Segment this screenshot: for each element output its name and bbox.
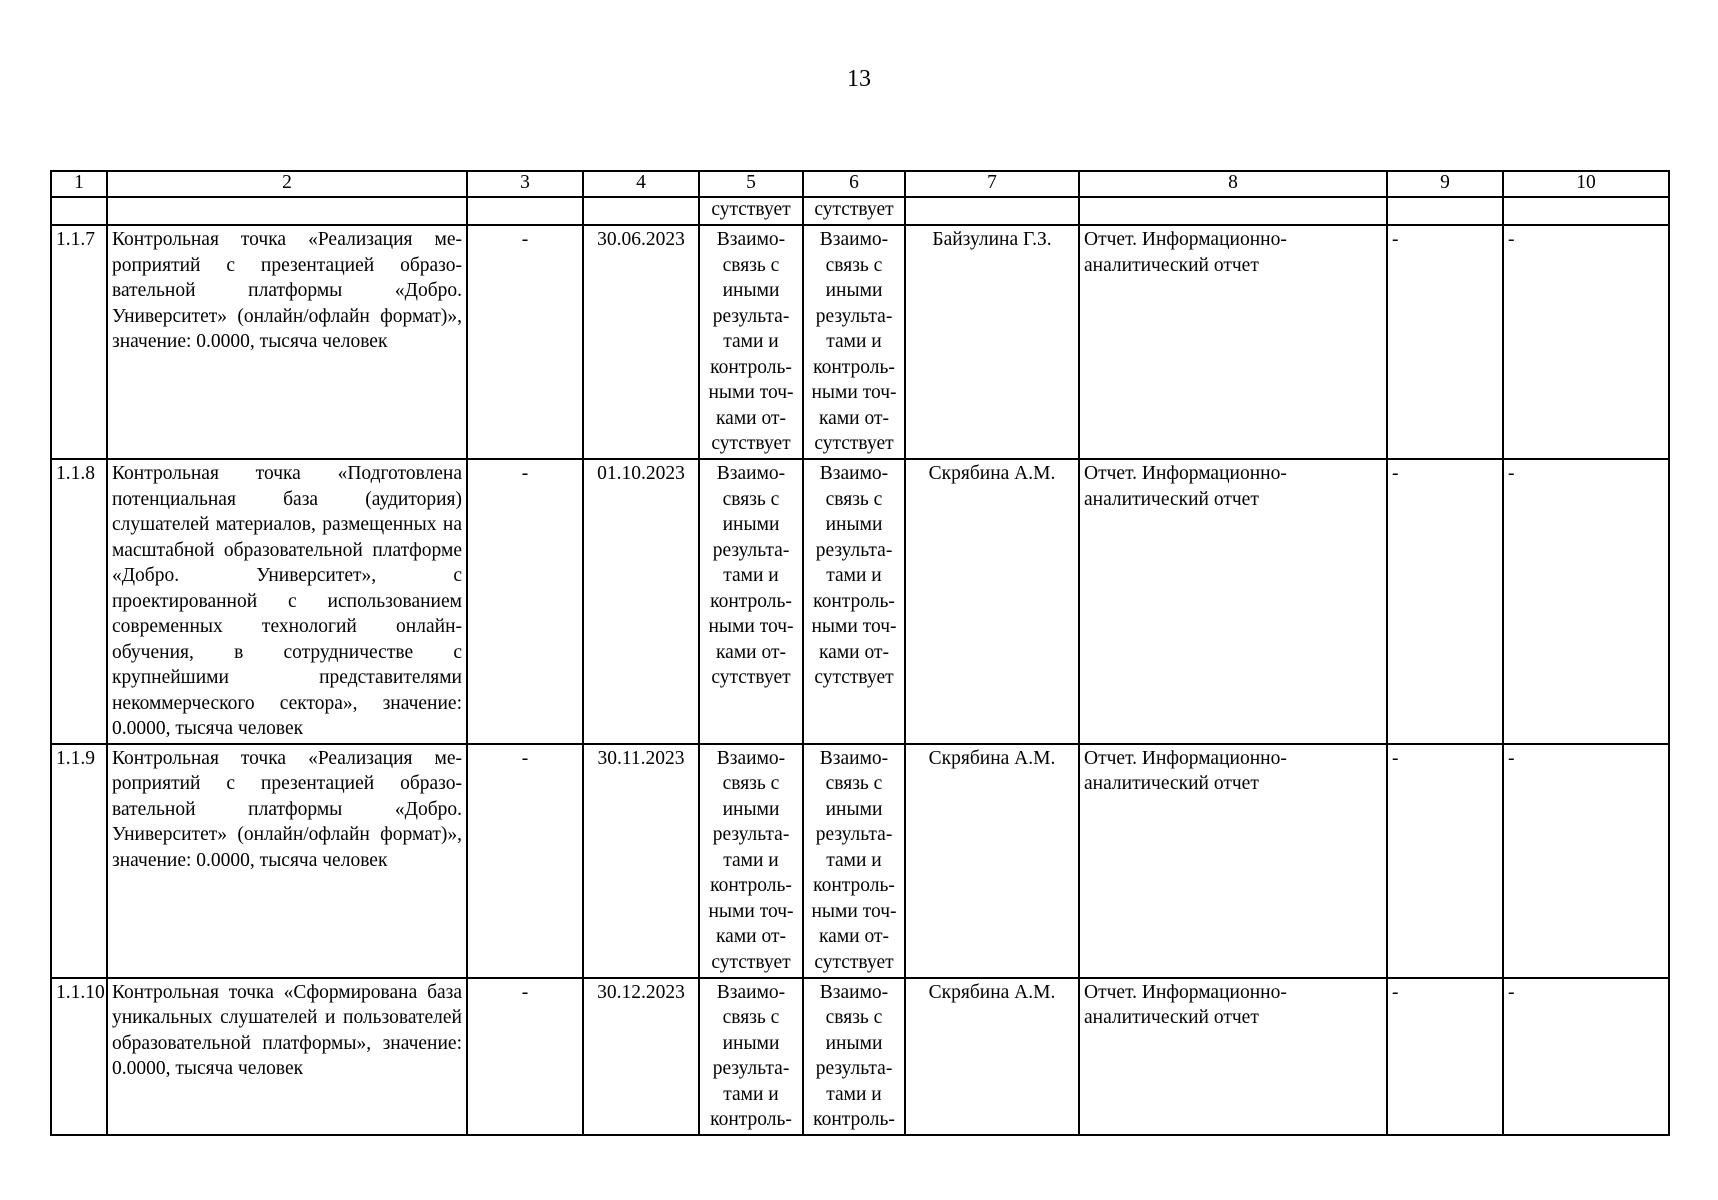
- cell-text-line: тами и: [723, 849, 779, 871]
- cell-text-line: связь с: [722, 254, 780, 276]
- empty-cell: [107, 197, 467, 225]
- cell-text-line: контроль-: [813, 356, 895, 378]
- cell-text-line: ными точ-: [811, 616, 897, 637]
- row-report: Отчет. Информационно-аналитический отчет: [1079, 744, 1387, 978]
- column-header: 4: [583, 171, 699, 197]
- row-col3: -: [467, 978, 583, 1135]
- row-responsible: Скрябина А.М.: [905, 744, 1079, 978]
- cell-text-line: сутствует: [711, 667, 791, 688]
- row-col3: -: [467, 225, 583, 459]
- row-number: 1.1.10: [51, 978, 107, 1135]
- row-date: 30.11.2023: [583, 744, 699, 978]
- row-col10: -: [1503, 978, 1669, 1135]
- row-number: 1.1.9: [51, 744, 107, 978]
- row-date: 30.12.2023: [583, 978, 699, 1135]
- cell-text-line: связь с: [825, 488, 883, 510]
- column-header: 9: [1387, 171, 1503, 197]
- row-col5: [699, 978, 803, 1135]
- cell-text-line: Взаимо-: [819, 229, 889, 250]
- row-description: Контрольная точка «Подготовлена потенциальная база (аудитория) слушателей материалов, размещенных на масштабной образовательной платформе «Добро. Университет», с проектированной с использованием современных технологий онлайн-обучения, в сотрудничестве с крупнейшими представителями некоммерческого сектора», значение: 0.0000, тысяча человек: [107, 459, 467, 744]
- row-col5: [699, 459, 803, 744]
- cell-text-line: контроль-: [710, 1109, 792, 1130]
- cell-text-line: ками от-: [819, 926, 889, 947]
- cell-text-line: Взаимо-: [716, 463, 786, 484]
- column-header: 2: [107, 171, 467, 197]
- cell-text-line: сутствует: [711, 433, 791, 454]
- cell-text-line: результа-: [815, 824, 893, 845]
- column-header: 3: [467, 171, 583, 197]
- column-header: 8: [1079, 171, 1387, 197]
- cell-text-line: тами и: [826, 331, 882, 352]
- row-col3: -: [467, 744, 583, 978]
- cell-text-line: ками от-: [819, 641, 889, 663]
- cell-text-line: тами и: [826, 849, 882, 871]
- cell-text-line: результа-: [815, 1058, 893, 1079]
- cell-text-line: иными: [825, 798, 883, 820]
- cell-text-line: результа-: [712, 305, 790, 327]
- table-row: [51, 225, 1669, 459]
- cell-text-line: тами и: [826, 565, 882, 586]
- row-description: Контрольная точка «Реализация мероприятий с презентацией образовательной платформы «Добро. Университет» (онлайн/офлайн формат)», значение: 0.0000, тысяча человек: [107, 225, 467, 459]
- row-col3: -: [467, 459, 583, 744]
- cell-text-line: ками от-: [716, 407, 786, 429]
- cell-text-line: результа-: [712, 539, 790, 561]
- row-responsible: Скрябина А.М.: [905, 978, 1079, 1135]
- row-col9: -: [1387, 225, 1503, 459]
- row-date: 01.10.2023: [583, 459, 699, 744]
- row-report: Отчет. Информационно-аналитический отчет: [1079, 225, 1387, 459]
- cell-text-line: Взаимо-: [716, 229, 786, 250]
- empty-cell: [1387, 197, 1503, 225]
- empty-cell: [1079, 197, 1387, 225]
- cell-text-line: Взаимо-: [819, 463, 889, 484]
- control-points-table: [50, 170, 1670, 1136]
- row-col6: [803, 744, 905, 978]
- cell-text-line: тами и: [723, 1083, 779, 1105]
- empty-cell: [51, 197, 107, 225]
- cell-text-line: тами и: [826, 1083, 882, 1105]
- cell-text-line: связь с: [825, 773, 883, 794]
- cell-text-line: иными: [722, 280, 780, 301]
- cell-text-line: контроль-: [813, 1109, 895, 1130]
- row-report: Отчет. Информационно-аналитический отчет: [1079, 459, 1387, 744]
- cell-text-line: иными: [722, 514, 780, 535]
- row-number: 1.1.8: [51, 459, 107, 744]
- cell-text-line: Взаимо-: [819, 981, 889, 1003]
- empty-cell: [1503, 197, 1669, 225]
- empty-cell: [583, 197, 699, 225]
- row-col9: -: [1387, 744, 1503, 978]
- continuation-row: [51, 197, 1669, 225]
- cell-text-line: результа-: [712, 824, 790, 845]
- continuation-cell: сутствует: [699, 197, 803, 225]
- cell-text-line: ными точ-: [708, 900, 794, 922]
- table-row: [51, 978, 1669, 1135]
- column-header: 10: [1503, 171, 1669, 197]
- cell-text-line: иными: [825, 514, 883, 535]
- cell-text-line: связь с: [722, 1007, 780, 1028]
- row-col6: [803, 459, 905, 744]
- cell-text-line: связь с: [722, 488, 780, 510]
- cell-text-line: сутствует: [814, 433, 894, 454]
- column-header: 7: [905, 171, 1079, 197]
- cell-text-line: Взаимо-: [716, 747, 786, 769]
- row-report: Отчет. Информационно-аналитический отчет: [1079, 978, 1387, 1135]
- cell-text-line: Взаимо-: [716, 981, 786, 1003]
- cell-text-line: связь с: [722, 773, 780, 794]
- cell-text-line: сутствует: [814, 951, 894, 973]
- row-col6: [803, 978, 905, 1135]
- row-col10: -: [1503, 744, 1669, 978]
- row-date: 30.06.2023: [583, 225, 699, 459]
- cell-text-line: тами и: [723, 565, 779, 586]
- cell-text-line: сутствует: [814, 667, 894, 688]
- cell-text-line: результа-: [712, 1058, 790, 1079]
- row-col6: [803, 225, 905, 459]
- cell-text-line: связь с: [825, 1007, 883, 1028]
- table-row: [51, 744, 1669, 978]
- empty-cell: [467, 197, 583, 225]
- cell-text-line: ками от-: [716, 641, 786, 663]
- row-col9: -: [1387, 978, 1503, 1135]
- cell-text-line: ными точ-: [811, 900, 897, 922]
- cell-text-line: контроль-: [710, 875, 792, 896]
- row-col9: -: [1387, 459, 1503, 744]
- cell-text-line: иными: [825, 1032, 883, 1054]
- cell-text-line: иными: [825, 280, 883, 301]
- cell-text-line: контроль-: [813, 590, 895, 612]
- cell-text-line: ными точ-: [708, 616, 794, 637]
- column-header-row: [51, 171, 1669, 197]
- continuation-cell: сутствует: [803, 197, 905, 225]
- column-header: 6: [803, 171, 905, 197]
- cell-text-line: ками от-: [716, 926, 786, 947]
- cell-text-line: результа-: [815, 305, 893, 327]
- empty-cell: [905, 197, 1079, 225]
- cell-text-line: иными: [722, 1032, 780, 1054]
- column-header: 5: [699, 171, 803, 197]
- row-description: Контрольная точка «Сформирована база уникальных слушателей и пользователей образовательной платформы», значение: 0.0000, тысяча человек: [107, 978, 467, 1135]
- row-responsible: Байзулина Г.З.: [905, 225, 1079, 459]
- cell-text-line: контроль-: [813, 875, 895, 896]
- column-header: 1: [51, 171, 107, 197]
- cell-text-line: иными: [722, 798, 780, 820]
- row-col10: -: [1503, 459, 1669, 744]
- cell-text-line: ными точ-: [708, 382, 794, 403]
- cell-text-line: связь с: [825, 254, 883, 276]
- row-col5: [699, 225, 803, 459]
- table-row: [51, 459, 1669, 744]
- cell-text-line: результа-: [815, 539, 893, 561]
- row-col5: [699, 744, 803, 978]
- row-col10: -: [1503, 225, 1669, 459]
- cell-text-line: ками от-: [819, 407, 889, 429]
- page-number: 13: [847, 66, 871, 92]
- row-description: Контрольная точка «Реализация мероприятий с презентацией образовательной платформы «Добро. Университет» (онлайн/офлайн формат)», значение: 0.0000, тысяча человек: [107, 744, 467, 978]
- cell-text-line: ными точ-: [811, 382, 897, 403]
- cell-text-line: сутствует: [711, 951, 791, 973]
- cell-text-line: контроль-: [710, 590, 792, 612]
- cell-text-line: тами и: [723, 331, 779, 352]
- cell-text-line: Взаимо-: [819, 747, 889, 769]
- row-responsible: Скрябина А.М.: [905, 459, 1079, 744]
- cell-text-line: контроль-: [710, 356, 792, 378]
- row-number: 1.1.7: [51, 225, 107, 459]
